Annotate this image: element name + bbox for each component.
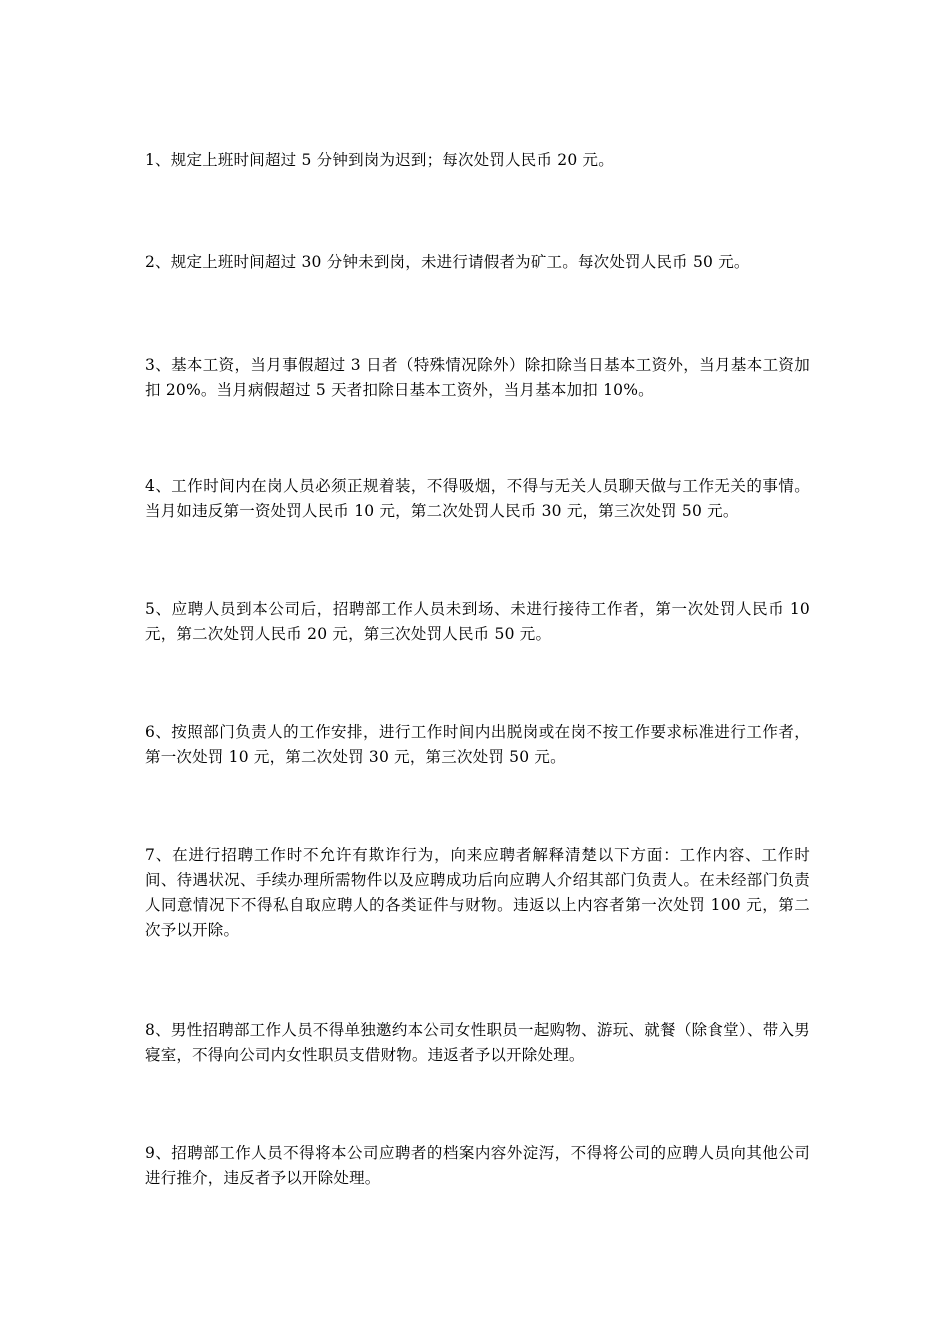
rule-paragraph-5: 5、应聘人员到本公司后，招聘部工作人员未到场、未进行接待工作者，第一次处罚人民币 10 元，第二次处罚人民币 20 元，第三次处罚人民币 50 元。 [145, 600, 810, 643]
rule-paragraph-8: 8、男性招聘部工作人员不得单独邀约本公司女性职员一起购物、游玩、就餐（除食堂）、带入男寝室，不得向公司内女性职员支借财物。违返者予以开除处理。 [145, 1021, 810, 1064]
rule-paragraph-6: 6、按照部门负责人的工作安排，进行工作时间内出脱岗或在岗不按工作要求标准进行工作者，第一次处罚 10 元，第二次处罚 30 元，第三次处罚 50 元。 [145, 723, 810, 766]
rule-paragraph-2: 2、规定上班时间超过 30 分钟未到岗，未进行请假者为矿工。每次处罚人民币 50 元。 [145, 253, 750, 271]
rule-paragraph-3: 3、基本工资，当月事假超过 3 日者（特殊情况除外）除扣除当日基本工资外，当月基本工资加扣 20%。当月病假超过 5 天者扣除日基本工资外，当月基本加扣 10%。 [145, 356, 810, 399]
rule-paragraph-7: 7、在进行招聘工作时不允许有欺诈行为，向来应聘者解释清楚以下方面：工作内容、工作时间、待遇状况、手续办理所需物件以及应聘成功后向应聘人介绍其部门负责人。在未经部门负责人同意情况下不得私自取应聘人的各类证件与财物。违返以上内容者第一次处罚 100 元，第二次予以开除。 [145, 846, 810, 939]
rule-paragraph-4: 4、工作时间内在岗人员必须正规着装，不得吸烟，不得与无关人员聊天做与工作无关的事情。当月如违反第一资处罚人民币 10 元，第二次处罚人民币 30 元，第三次处罚 50 元。 [145, 477, 810, 520]
rule-paragraph-9: 9、招聘部工作人员不得将本公司应聘者的档案内容外淀泻，不得将公司的应聘人员向其他公司进行推介，违反者予以开除处理。 [145, 1144, 810, 1187]
rule-paragraph-1: 1、规定上班时间超过 5 分钟到岗为迟到；每次处罚人民币 20 元。 [145, 151, 614, 169]
